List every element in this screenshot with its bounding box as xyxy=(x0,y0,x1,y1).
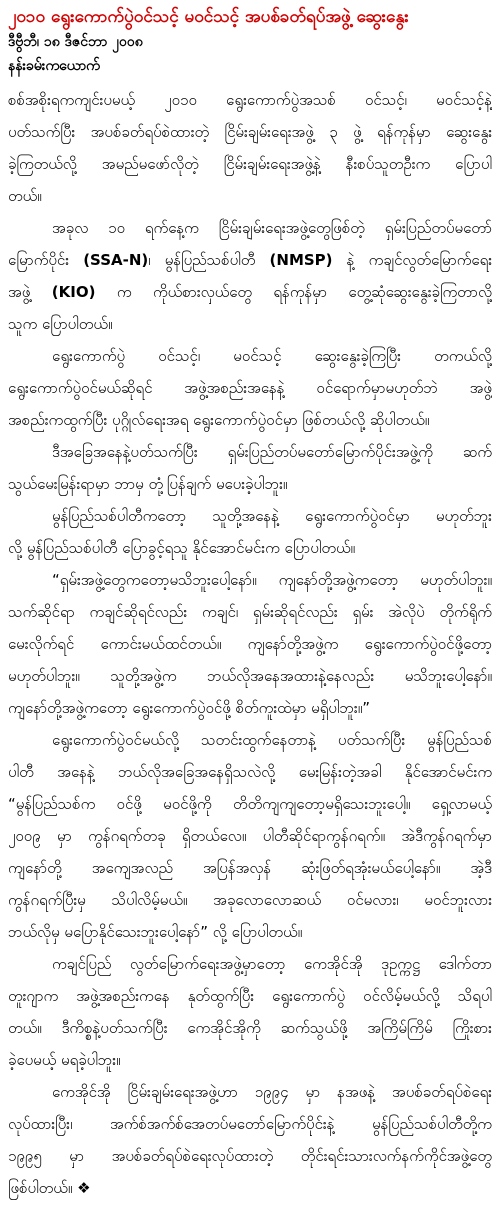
paragraph-line: ကျနော်တို့ အကျေအလည် အပြန်အလှန် ဆုံးဖြတ်ရအုံးမယ်ပေါ့နော်။ အဲ့ဒီ xyxy=(8,859,492,877)
paragraph xyxy=(8,436,492,500)
paragraph-line xyxy=(8,276,492,308)
org-abbreviation: (KIO) xyxy=(51,283,96,301)
quote-paragraph xyxy=(8,564,492,724)
paragraph-line: “ရှမ်းအဖွဲ့တွေကတော့မသိဘူးပေါ့နော်။ ကျနော်တို့အဖွဲ့ကတော့ မဟုတ်ပါဘူး။ xyxy=(52,571,492,589)
paragraph-line: သူက ပြောပါတယ်။ xyxy=(8,315,113,333)
line-text: ၊ မွန်ပြည်သစ်ပါတီ xyxy=(148,251,270,269)
paragraph-line: အခုလ ၁၀ ရက်နေ့က ငြိမ်းချမ်းရေးအဖွဲ့တွေဖြစ်တဲ့ ရှမ်းပြည်တပ်မတော် xyxy=(52,219,492,237)
org-abbreviation: (NMSP) xyxy=(269,251,333,269)
paragraph xyxy=(8,1076,492,1204)
paragraph-line: ပါတီ အနေနဲ့ ဘယ်လိုအခြေအနေရှိသလဲလို့ မေးမြန်းတဲ့အခါ နိုင်အောင်မင်းက xyxy=(8,763,492,781)
line-text: မြောက်ပိုင်း xyxy=(8,251,84,269)
paragraph xyxy=(8,340,492,436)
paragraph-line: ကျနော်တို့အဖွဲ့ကတော့ ရွေးကောက်ပွဲဝင်ဖို့ စိတ်ကူးထဲမှာ မရှိပါဘူး။” xyxy=(8,699,371,717)
end-mark-icon: ❖ xyxy=(77,1179,91,1197)
article-header xyxy=(8,4,492,78)
line-text: အဖွဲ့ xyxy=(8,283,52,301)
paragraph xyxy=(8,500,492,564)
paragraph xyxy=(8,948,492,1076)
byline: နန်းခမ်းကယောက် xyxy=(8,58,100,74)
paragraph-line: တယ်။ ဒီကိစ္စနဲ့ပတ်သက်ပြီး ကေအိုင်အိုကို ဆက်သွယ်ဖို့ အကြိမ်ကြိမ် ကြိုးစား xyxy=(8,1019,492,1037)
paragraph-line: ကချင်ပြည် လွတ်မြောက်ရေးအဖွဲ့မှာတော့ ကေအိုင်အို ဒုဥက္ကဋ္ဌ ဒေါက်တာ xyxy=(52,955,492,973)
paragraph-line: တယ်။ xyxy=(8,187,42,205)
paragraph-line: ခဲ့ပေမယ့် မရခဲ့ပါဘူး။ xyxy=(8,1051,121,1069)
paragraph-line xyxy=(8,1172,492,1204)
paragraph xyxy=(8,724,492,948)
line-text: နဲ့ ကချင်လွတ်မြောက်ရေး xyxy=(332,251,492,269)
article xyxy=(8,0,492,1204)
paragraph-line: သွယ်မေးမြန်းရာမှာ ဘာမှ တုံ့ပြန်ချက် မပေးခဲ့ပါဘူး။ xyxy=(8,475,288,493)
paragraph-line: စစ်အစိုးရကကျင်းပမယ့် ၂၀၁၀ ရွေးကောက်ပွဲအသစ် ဝင်သင့်၊ မဝင်သင့်နဲ့ xyxy=(8,91,492,109)
article-body xyxy=(8,84,492,1204)
paragraph-line: ၁၉၉၅ မှာ အပစ်ခတ်ရပ်စဲရေးလုပ်ထားတဲ့ တိုင်းရင်းသားလက်နက်ကိုင်အဖွဲ့တွေ xyxy=(8,1147,492,1165)
paragraph-line: တူးဂျာက အဖွဲ့အစည်းကနေ နုတ်ထွက်ပြီး ရွေးကောက်ပွဲ ဝင်လိမ့်မယ်လို့ သိရပါ xyxy=(8,987,492,1005)
paragraph-line: လုပ်ထားပြီး၊ အက်စ်အက်စ်အေတပ်မတော်မြောက်ပိုင်းနဲ့ မွန်ပြည်သစ်ပါတီတို့က xyxy=(8,1115,492,1133)
paragraph-line: ရွေးကောက်ပွဲ ဝင်သင့်၊ မဝင်သင့် ဆွေးနွေးခဲ့ကြပြီး တကယ်လို့ xyxy=(52,347,492,365)
paragraph-line: “မွန်ပြည်သစ်က ဝင်ဖို့ မဝင်ဖို့ကို တိတိကျကျတော့မရှိသေးဘူးပေါ့။ ရှေ့လာမယ့် xyxy=(8,795,492,813)
dateline: ဒီဗွီဘီ၊ ၁၈ ဒီဇင်ဘာ ၂၀၀၈ xyxy=(8,34,143,50)
paragraph-line: မေးလိုက်ရင် ကောင်းမယ်ထင်တယ်။ ကျနော်တို့အဖွဲ့က ရွေးကောက်ပွဲဝင်ဖို့တော့ xyxy=(8,635,492,653)
paragraph xyxy=(8,84,492,212)
paragraph-line: ၂၀၀၉ မှာ ကွန်ဂရက်တခု ရှိတယ်လေ။ ပါတီဆိုင်ရာကွန်ဂရက်။ အဲဒီကွန်ဂရက်မှာ xyxy=(8,827,492,845)
paragraph-line: ဘယ်လိုမှ မပြောနိုင်သေးဘူးပေါ့နော်” လို့ ပြောပါတယ်။ xyxy=(8,923,303,941)
paragraph-line: အစည်းကထွက်ပြီး ပုဂ္ဂိုလ်ရေးအရ ရွေးကောက်ပွဲဝင်မှာ ဖြစ်တယ်လို့ ဆိုပါတယ်။ xyxy=(8,411,430,429)
paragraph-line: ရွေးကောက်ပွဲဝင်မယ်လို့ သတင်းထွက်နေတာနဲ့ ပတ်သက်ပြီး မွန်ပြည်သစ် xyxy=(52,731,492,749)
paragraph-line: ကွန်ဂရက်ပြီးမှ သိပါလိမ့်မယ်။ အခုလောလောဆယ် ဝင်မလား၊ မဝင်ဘူးလား xyxy=(8,891,492,909)
paragraph-line: ကေအိုင်အို ငြိမ်းချမ်းရေးအဖွဲ့ဟာ ၁၉၉၄ မှာ နအဖနဲ့ အပစ်ခတ်ရပ်စဲရေး xyxy=(52,1083,492,1101)
paragraph-line: သက်ဆိုင်ရာ ကချင်ဆိုရင်လည်း ကချင်၊ ရှမ်းဆိုရင်လည်း ရှမ်း အဲလိုပဲ တိုက်ရိုက် xyxy=(8,603,492,621)
paragraph-line: ခဲ့ကြတယ်လို့ အမည်မဖော်လိုတဲ့ ငြိမ်းချမ်းရေးအဖွဲ့နဲ့ နီးစပ်သူတဦးက ပြောပါ xyxy=(8,155,492,173)
paragraph-line: ဒီအခြေအနေနဲ့ပတ်သက်ပြီး ရှမ်းပြည်တပ်မတော်မြောက်ပိုင်းအဖွဲ့ကို ဆက် xyxy=(52,443,492,461)
paragraph-line: ရွေးကောက်ပွဲဝင်မယ်ဆိုရင် အဖွဲ့အစည်းအနေနဲ့ ဝင်ရောက်မှာမဟုတ်ဘဲ အဖွဲ့ xyxy=(8,379,492,397)
paragraph-line: လို့ မွန်ပြည်သစ်ပါတီ ပြောခွင့်ရသူ နိုင်အောင်မင်းက ပြောပါတယ်။ xyxy=(8,539,356,557)
paragraph xyxy=(8,212,492,340)
paragraph-line: မွန်ပြည်သစ်ပါတီကတော့ သူတို့အနေနဲ့ ရွေးကောက်ပွဲဝင်မှာ မဟုတ်ဘူး xyxy=(52,507,492,525)
org-abbreviation: (SSA-N) xyxy=(83,251,149,269)
paragraph-line: ပတ်သက်ပြီး အပစ်ခတ်ရပ်စဲထားတဲ့ ငြိမ်းချမ်းရေးအဖွဲ့ ၃ ဖွဲ့ ရန်ကုန်မှာ ဆွေးနွေး xyxy=(8,123,492,141)
line-text: က ကိုယ်စားလှယ်တွေ ရန်ကုန်မှာ တွေ့ဆုံဆွေးနွေးခဲ့ကြတာလို့ xyxy=(95,283,492,301)
line-text: ဖြစ်ပါတယ်။ xyxy=(8,1179,78,1197)
headline: ၂၀၁၀ ရွေးကောက်ပွဲဝင်သင့် မဝင်သင့် အပစ်ခတ်ရပ်အဖွဲ့ ဆွေးနွေး xyxy=(8,7,409,27)
paragraph-line: မဟုတ်ပါဘူး။ သူတို့အဖွဲ့က ဘယ်လိုအနေအထားနဲ့နေလည်း မသိဘူးပေါ့နော်။ xyxy=(8,667,492,685)
paragraph-line xyxy=(8,244,492,276)
